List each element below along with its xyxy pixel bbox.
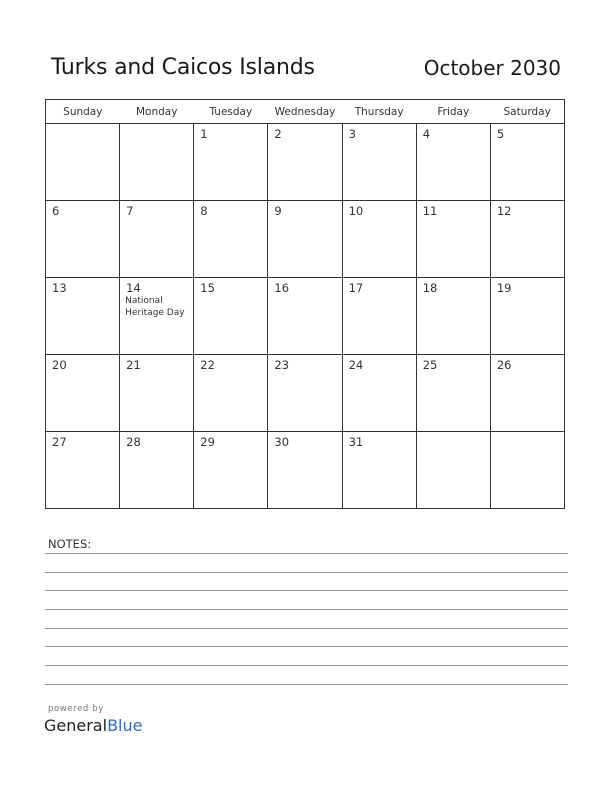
holiday-label: National Heritage Day: [125, 296, 185, 318]
day-cell: [194, 278, 268, 355]
day-number: 28: [126, 435, 141, 449]
day-cell: [490, 201, 564, 278]
note-line: [45, 628, 568, 629]
day-cell: [342, 201, 416, 278]
day-cell: [416, 124, 490, 201]
day-cell: [342, 278, 416, 355]
day-number: 11: [422, 204, 438, 218]
day-cell: [120, 355, 194, 432]
day-number: 2: [274, 127, 282, 141]
weekday-friday: Friday: [416, 100, 490, 124]
day-number: 19: [496, 281, 512, 295]
day-cell: [268, 432, 342, 509]
day-number: 10: [348, 204, 364, 218]
day-number: 29: [200, 435, 215, 449]
calendar-title: Turks and Caicos Islands: [51, 55, 315, 80]
week-row: [46, 355, 565, 432]
day-number: 18: [422, 281, 438, 295]
logo-blue: Blue: [107, 716, 143, 735]
day-number: 5: [496, 127, 505, 141]
note-line: [45, 646, 568, 647]
day-number: 6: [52, 204, 60, 218]
note-line: [45, 572, 568, 573]
generalblue-logo: [44, 716, 142, 735]
day-number: 27: [52, 435, 67, 449]
day-cell: [194, 432, 268, 509]
day-cell: [46, 432, 120, 509]
day-number: 21: [126, 358, 141, 372]
weekday-saturday: Saturday: [490, 100, 564, 124]
week-row: [46, 201, 565, 278]
day-number: 7: [126, 204, 134, 218]
day-cell: [490, 278, 564, 355]
day-cell: [194, 124, 268, 201]
day-number: 26: [496, 358, 512, 372]
calendar-month: October 2030: [423, 56, 561, 80]
weekday-wednesday: Wednesday: [268, 100, 342, 124]
week-row: [46, 124, 565, 201]
day-cell: [342, 355, 416, 432]
day-cell: [268, 278, 342, 355]
note-line: [45, 665, 568, 666]
logo-general: General: [44, 716, 108, 735]
day-cell: [268, 124, 342, 201]
notes-label: NOTES:: [48, 537, 92, 551]
day-cell: [342, 124, 416, 201]
powered-by-text: powered by: [48, 704, 104, 714]
day-cell: [120, 278, 194, 355]
weekday-header-row: [46, 100, 565, 124]
day-number: 20: [52, 358, 67, 372]
day-number: 8: [200, 204, 208, 218]
week-row: [46, 432, 565, 509]
week-row: [46, 278, 565, 355]
day-cell: [268, 355, 342, 432]
day-cell: [46, 201, 120, 278]
day-number: 13: [52, 281, 67, 295]
day-cell: [46, 124, 120, 201]
day-cell: [416, 355, 490, 432]
note-line: [45, 684, 568, 685]
day-number: 23: [274, 358, 290, 372]
day-cell: [342, 432, 416, 509]
day-cell: [268, 201, 342, 278]
day-cell: [46, 278, 120, 355]
day-cell: [416, 201, 490, 278]
day-cell: [416, 432, 490, 509]
day-number: 3: [348, 127, 356, 141]
note-line: [45, 590, 568, 591]
day-number: 22: [200, 358, 215, 372]
day-number: 24: [348, 358, 364, 372]
day-number: 1: [200, 127, 208, 141]
day-number: 16: [274, 281, 290, 295]
day-number: 31: [348, 435, 364, 449]
day-cell: [46, 355, 120, 432]
day-cell: [490, 355, 564, 432]
note-line: [45, 609, 568, 610]
day-number: 15: [200, 281, 215, 295]
day-cell: [194, 201, 268, 278]
day-cell: [120, 124, 194, 201]
day-cell: [194, 355, 268, 432]
day-cell: [490, 432, 564, 509]
day-cell: [120, 432, 194, 509]
calendar-grid: [45, 99, 565, 509]
note-line: [45, 553, 568, 554]
day-number: 4: [422, 127, 431, 141]
day-number: 30: [274, 435, 290, 449]
weekday-sunday: Sunday: [46, 100, 120, 124]
day-cell: [416, 278, 490, 355]
day-cell: [490, 124, 564, 201]
day-number: 14: [126, 281, 141, 295]
day-cell: [120, 201, 194, 278]
day-number: 12: [496, 204, 512, 218]
weekday-monday: Monday: [120, 100, 194, 124]
weekday-tuesday: Tuesday: [194, 100, 268, 124]
day-number: 9: [274, 204, 282, 218]
weekday-thursday: Thursday: [342, 100, 416, 124]
day-number: 17: [348, 281, 364, 295]
day-number: 25: [422, 358, 438, 372]
